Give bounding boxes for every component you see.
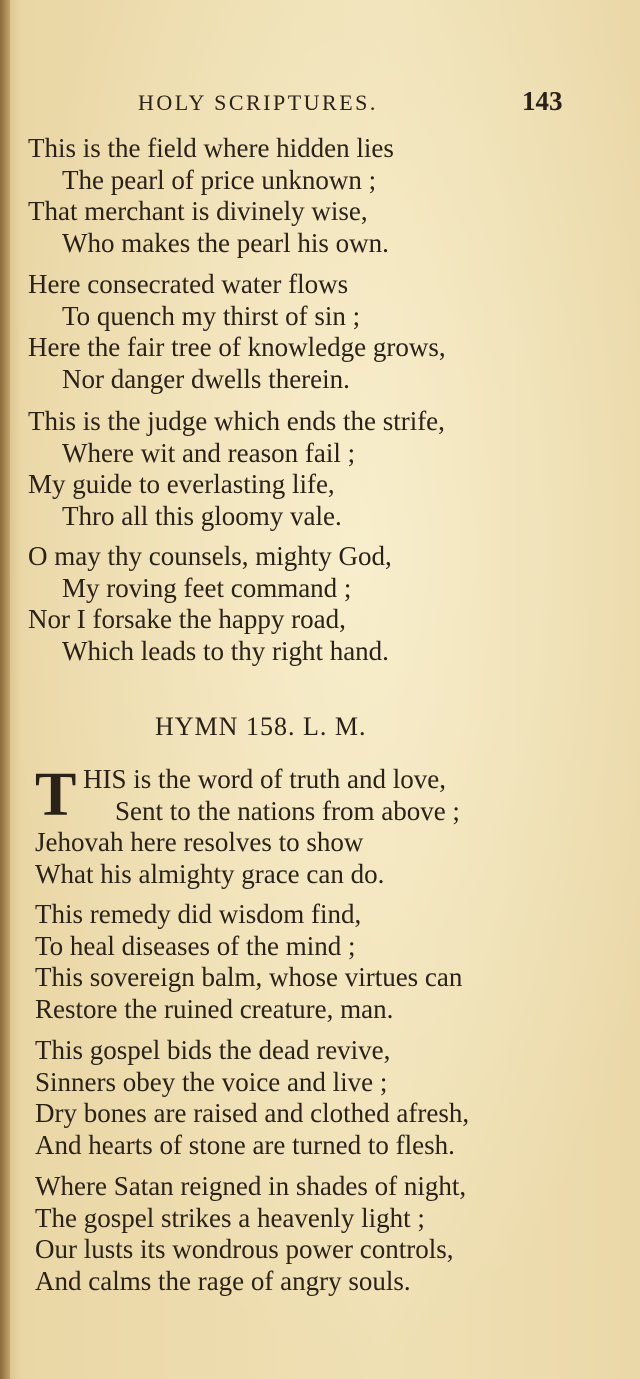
verse-line: The pearl of price unknown ; <box>62 164 377 195</box>
verse-line: And calms the rage of angry souls. <box>35 1265 411 1296</box>
verse-line: My guide to everlasting life, <box>28 469 335 499</box>
hymn-heading: HYMN 158. L. M. <box>155 712 367 741</box>
verse-line: Nor danger dwells therein. <box>62 363 350 394</box>
verse-line: Jehovah here resolves to show <box>35 827 364 857</box>
verse-line: What his almighty grace can do. <box>35 858 385 889</box>
verse-line: To quench my thirst of sin ; <box>62 300 361 331</box>
verse-line: Dry bones are raised and clothed afresh, <box>35 1098 470 1128</box>
stanza-3 <box>0 406 640 532</box>
verse-line: Nor I forsake the happy road, <box>28 604 346 634</box>
hymn-stanza-4 <box>0 1171 640 1297</box>
stanza-4 <box>0 541 640 667</box>
verse-line: O may thy counsels, mighty God, <box>28 541 392 571</box>
verse-line: This gospel bids the dead revive, <box>35 1035 391 1065</box>
hymn-stanza-1 <box>0 761 640 890</box>
verse-line: Which leads to thy right hand. <box>62 635 389 666</box>
verse-line: Where wit and reason fail ; <box>62 437 356 468</box>
verse-line: This is the field where hidden lies <box>28 133 394 163</box>
verse-line: Sent to the nations from above ; <box>115 795 460 826</box>
verse-line: Our lusts its wondrous power controls, <box>35 1234 454 1264</box>
hymn-stanza-3 <box>0 1035 640 1161</box>
running-title: HOLY SCRIPTURES. <box>138 90 378 115</box>
stanza-1 <box>0 133 640 259</box>
verse-line: Restore the ruined creature, man. <box>35 993 394 1024</box>
verse-line: This remedy did wisdom find, <box>35 899 362 929</box>
verse-line: Who makes the pearl his own. <box>62 227 389 258</box>
verse-line: This is the judge which ends the strife, <box>28 406 445 436</box>
verse-line: To heal diseases of the mind ; <box>35 930 356 961</box>
verse-line: Here the fair tree of knowledge grows, <box>28 332 446 362</box>
verse-line: Where Satan reigned in shades of night, <box>35 1171 467 1201</box>
page-number: 143 <box>522 86 563 116</box>
verse-line: HIS is the word of truth and love, <box>83 764 446 794</box>
verse-line: Thro all this gloomy vale. <box>62 500 342 531</box>
drop-cap: T <box>35 761 77 829</box>
verse-line: Here consecrated water flows <box>28 269 349 299</box>
verse-line: And hearts of stone are turned to flesh. <box>35 1129 455 1160</box>
verse-line: This sovereign balm, whose virtues can <box>35 962 463 992</box>
verse-line: The gospel strikes a heavenly light ; <box>35 1202 425 1233</box>
hymn-stanza-2 <box>0 899 640 1025</box>
verse-line: My roving feet command ; <box>62 572 352 603</box>
verse-line: That merchant is divinely wise, <box>28 196 368 226</box>
stanza-2 <box>0 269 640 395</box>
running-head <box>0 86 640 120</box>
verse-line: Sinners obey the voice and live ; <box>35 1066 388 1097</box>
